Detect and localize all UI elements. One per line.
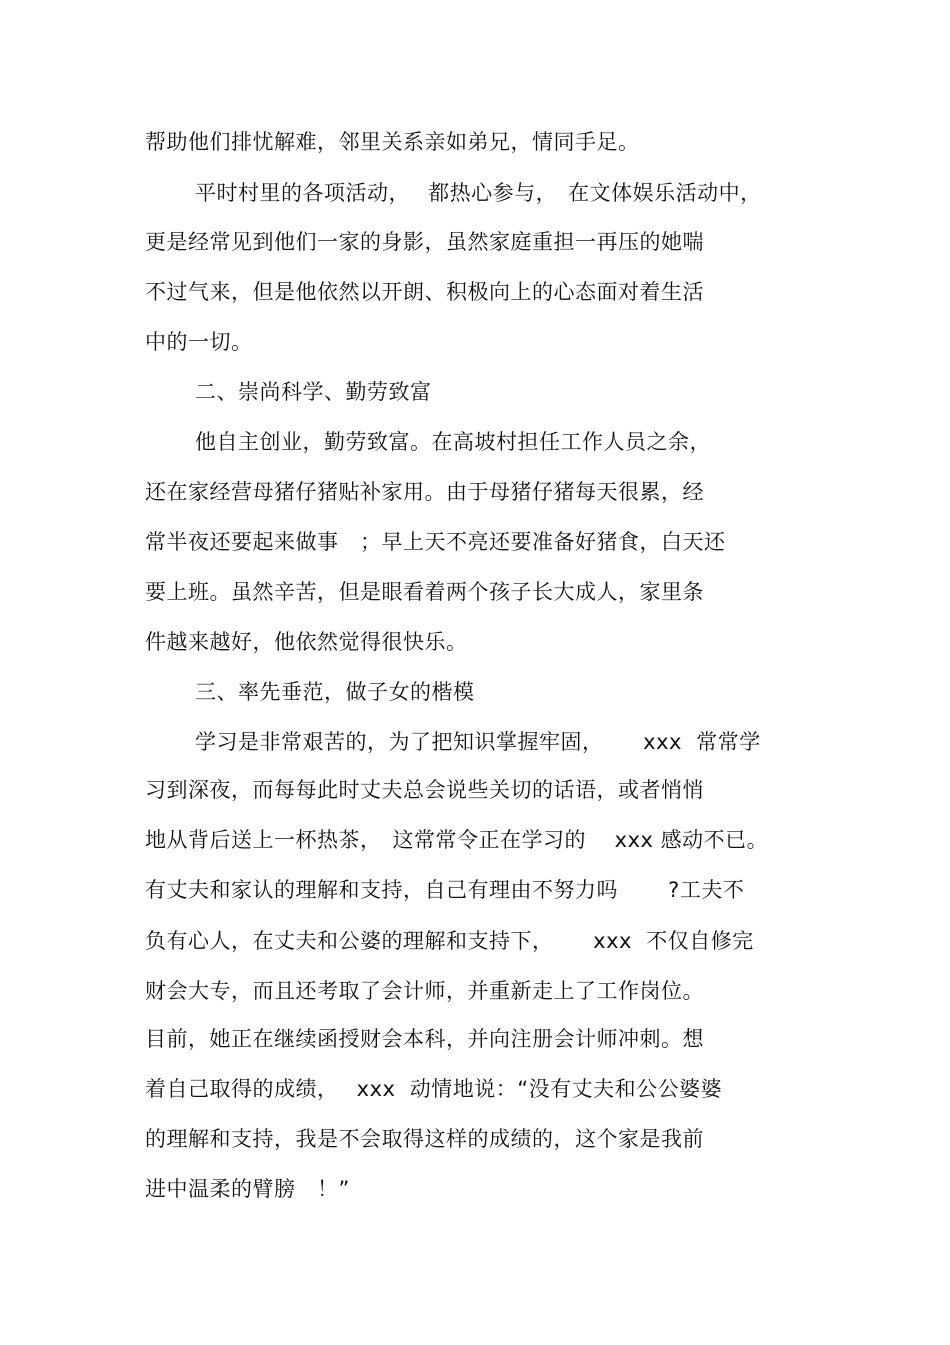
paragraph-line: 着自己取得的成绩， xxx 动情地说：“没有丈夫和公公婆婆 [145, 1077, 723, 1101]
paragraph-line: 习到深夜，而每每此时丈夫总会说些关切的话语，或者悄悄 [145, 778, 704, 802]
paragraph-line: 更是经常见到他们一家的身影，虽然家庭重担一再压的她喘 [145, 230, 704, 254]
paragraph-line: 不过气来，但是他依然以开朗、积极向上的心态面对着生活 [145, 280, 704, 304]
paragraph-line: 平时村里的各项活动， 都热心参与， 在文体娱乐活动中， [195, 181, 762, 205]
paragraph-line: 的理解和支持，我是不会取得这样的成绩的，这个家是我前 [145, 1127, 704, 1151]
paragraph-line: 还在家经营母猪仔猪贴补家用。由于母猪仔猪每天很累，经 [145, 480, 704, 504]
paragraph-line: 帮助他们排忧解难，邻里关系亲如弟兄，情同手足。 [145, 130, 640, 154]
section-heading: 二、崇尚科学、勤劳致富 [195, 380, 432, 404]
paragraph-line: 目前，她正在继续函授财会本科，并向注册会计师冲刺。想 [145, 1027, 704, 1051]
paragraph-line: 有丈夫和家认的理解和支持，自己有理由不努力吗 ?工夫不 [145, 878, 745, 902]
paragraph-line: 件越来越好，他依然觉得很快乐。 [145, 630, 468, 654]
paragraph-line: 进中温柔的臂膀 ！” [145, 1177, 350, 1201]
paragraph-line: 负有心人，在丈夫和公婆的理解和支持下， xxx 不仅自修完 [145, 929, 754, 953]
paragraph-line: 中的一切。 [145, 330, 253, 354]
section-heading: 三、率先垂范，做子女的楷模 [195, 680, 475, 704]
paragraph-line: 要上班。虽然辛苦，但是眼看着两个孩子长大成人，家里条 [145, 580, 704, 604]
paragraph-line: 学习是非常艰苦的，为了把知识掌握牢固， xxx 常常学 [195, 730, 761, 754]
paragraph-line: 财会大专，而且还考取了会计师，并重新走上了工作岗位。 [145, 979, 704, 1003]
paragraph-line: 常半夜还要起来做事 ；早上天不亮还要准备好猪食，白天还 [145, 530, 726, 554]
paragraph-line: 他自主创业，勤劳致富。在高坡村担任工作人员之余， [195, 430, 711, 454]
paragraph-line: 地从背后送上一杯热茶， 这常常令正在学习的 xxx 感动不已。 [145, 828, 769, 852]
